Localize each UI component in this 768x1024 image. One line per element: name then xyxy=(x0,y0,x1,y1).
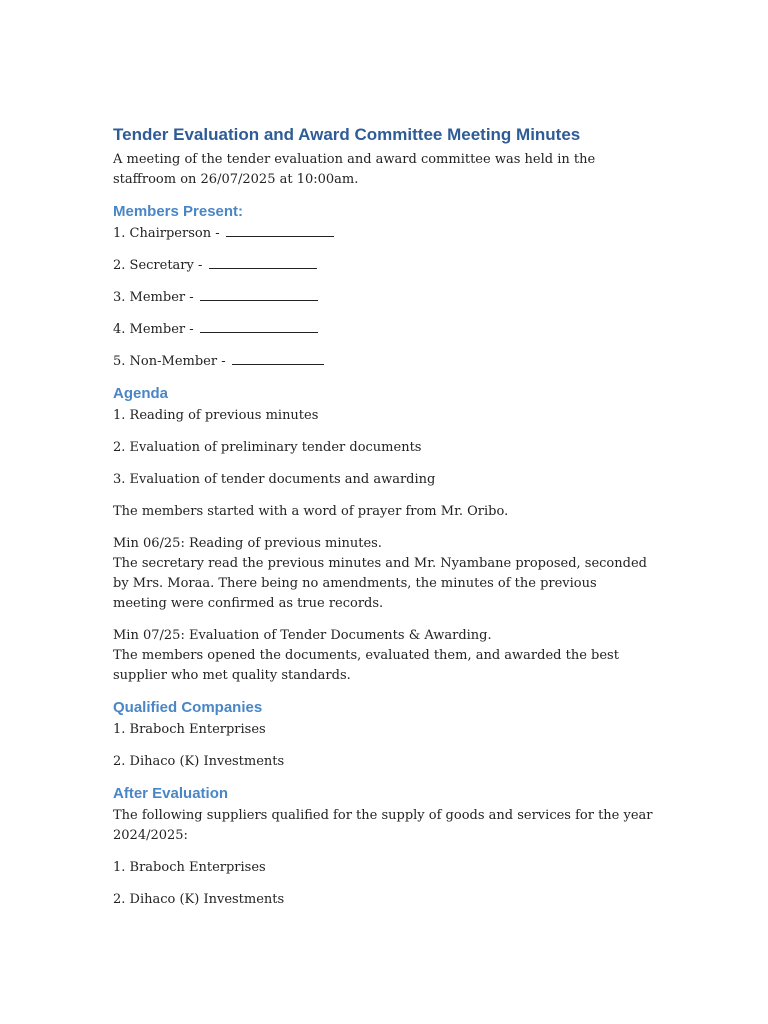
members-list xyxy=(113,224,653,372)
min07-title: Min 07/25: Evaluation of Tender Documents & Awarding. xyxy=(113,628,492,643)
signature-blank xyxy=(232,352,324,365)
list-item: 2. Dihaco (K) Investments xyxy=(113,892,285,907)
document-page xyxy=(113,124,653,922)
agenda-heading: Agenda xyxy=(113,385,169,402)
after-evaluation-heading: After Evaluation xyxy=(113,785,229,802)
member-item: 5. Non-Member - xyxy=(113,352,653,372)
min07-body: The members opened the documents, evaluated them, and awarded the best supplier who met quality standards. xyxy=(113,648,619,683)
after-evaluation-list xyxy=(113,858,653,910)
members-heading: Members Present: xyxy=(113,203,244,220)
list-item: 1. Braboch Enterprises xyxy=(113,860,266,875)
min06-title: Min 06/25: Reading of previous minutes. xyxy=(113,536,382,551)
member-item: 1. Chairperson - xyxy=(113,224,653,244)
member-item: 3. Member - xyxy=(113,288,653,308)
qualified-heading: Qualified Companies xyxy=(113,699,263,716)
document-title: Tender Evaluation and Award Committee Meeting Minutes xyxy=(113,125,581,144)
signature-blank xyxy=(200,288,318,301)
agenda-item: 2. Evaluation of preliminary tender documents xyxy=(113,440,422,455)
agenda-list xyxy=(113,406,653,490)
member-item: 2. Secretary - xyxy=(113,256,653,276)
signature-blank xyxy=(200,320,318,333)
list-item: 2. Dihaco (K) Investments xyxy=(113,754,285,769)
min06-body: The secretary read the previous minutes and Mr. Nyambane proposed, seconded by Mrs. Moraa. There being no amendments, the minutes of the previous meeting were confirmed as true records. xyxy=(113,556,647,611)
intro-paragraph: A meeting of the tender evaluation and award committee was held in the staffroom on 26/07/2025 at 10:00am. xyxy=(113,152,596,187)
qualified-list xyxy=(113,720,653,772)
after-evaluation-intro: The following suppliers qualified for the supply of goods and services for the year 2024/2025: xyxy=(113,808,653,843)
agenda-item: 1. Reading of previous minutes xyxy=(113,408,319,423)
agenda-item: 3. Evaluation of tender documents and awarding xyxy=(113,472,436,487)
signature-blank xyxy=(209,256,317,269)
prayer-paragraph: The members started with a word of prayer from Mr. Oribo. xyxy=(113,504,509,519)
member-item: 4. Member - xyxy=(113,320,653,340)
list-item: 1. Braboch Enterprises xyxy=(113,722,266,737)
signature-blank xyxy=(226,224,334,237)
min06-section xyxy=(113,534,653,614)
min07-section xyxy=(113,626,653,686)
